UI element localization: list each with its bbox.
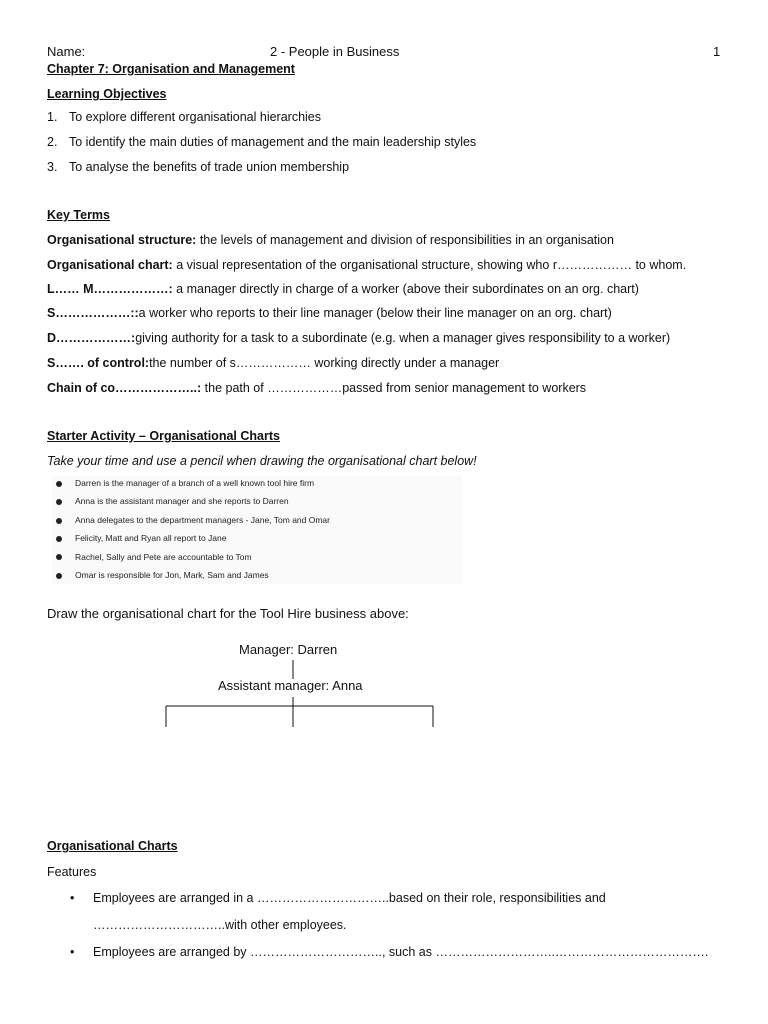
org-chart-node-assistant: Assistant manager: Anna xyxy=(218,678,363,693)
bullet-icon: • xyxy=(70,945,75,959)
key-term-subordinate: S………………::a worker who reports to their line manager (below their line manager on an org. chart) xyxy=(47,306,612,320)
draw-prompt: Draw the organisational chart for the Tool Hire business above: xyxy=(47,606,409,621)
key-term-line-manager: L…… M………………: a manager directly in charge of a worker (above their subordinates on an org. chart) xyxy=(47,282,639,296)
objective-item: 2. To identify the main duties of management and the main leadership styles xyxy=(47,135,477,149)
org-chart-node-manager: Manager: Darren xyxy=(239,642,338,657)
feature-bullet-2: Employees are arranged by ………………………….., such as ………………………..………………………………. xyxy=(93,945,709,959)
feature-bullet-1-line-2: …………………………..with other employees. xyxy=(93,918,347,932)
key-term-chain-of-command: Chain of co………………..: the path of ………………passed from senior management to workers xyxy=(47,381,587,395)
chapter-title: Chapter 7: Organisation and Management xyxy=(47,62,295,76)
name-label: Name: xyxy=(47,44,86,59)
key-term-organisational-structure: Organisational structure: the levels of management and division of responsibilities in an organisation xyxy=(47,233,614,247)
feature-bullet-1-line-1: Employees are arranged in a …………………………..based on their role, responsibilities and xyxy=(93,891,606,905)
objective-item: 1. To explore different organisational hierarchies xyxy=(47,110,322,124)
starter-activity-heading: Starter Activity – Organisational Charts xyxy=(47,429,280,443)
scenario-fact: Darren is the manager of a branch of a well known tool hire firm xyxy=(52,476,462,494)
scenario-fact: Felicity, Matt and Ryan all report to Jane xyxy=(52,531,462,549)
subject-title: 2 - People in Business xyxy=(270,44,400,59)
scenario-fact: Omar is responsible for Jon, Mark, Sam and James xyxy=(52,568,462,586)
key-term-organisational-chart: Organisational chart: a visual representation of the organisational structure, showing who r……………… to whom. xyxy=(47,258,687,272)
page-number: 1 xyxy=(713,44,721,59)
scenario-fact: Rachel, Sally and Pete are accountable to Tom xyxy=(52,550,462,568)
starter-instruction: Take your time and use a pencil when drawing the organisational chart below! xyxy=(47,454,477,468)
scenario-fact: Anna is the assistant manager and she reports to Darren xyxy=(52,494,462,512)
objective-item: 3. To analyse the benefits of trade union membership xyxy=(47,160,350,174)
bullet-icon: • xyxy=(70,891,75,905)
key-term-span-of-control: S……. of control:the number of s……………… working directly under a manager xyxy=(47,356,500,370)
key-term-delegation: D………………:giving authority for a task to a subordinate (e.g. when a manager gives responsibility to a worker) xyxy=(47,331,671,345)
scenario-fact: Anna delegates to the department managers - Jane, Tom and Omar xyxy=(52,513,462,531)
org-charts-heading: Organisational Charts xyxy=(47,839,178,853)
learning-objectives-heading: Learning Objectives xyxy=(47,87,167,101)
key-terms-heading: Key Terms xyxy=(47,208,110,222)
features-subheading: Features xyxy=(47,865,97,879)
